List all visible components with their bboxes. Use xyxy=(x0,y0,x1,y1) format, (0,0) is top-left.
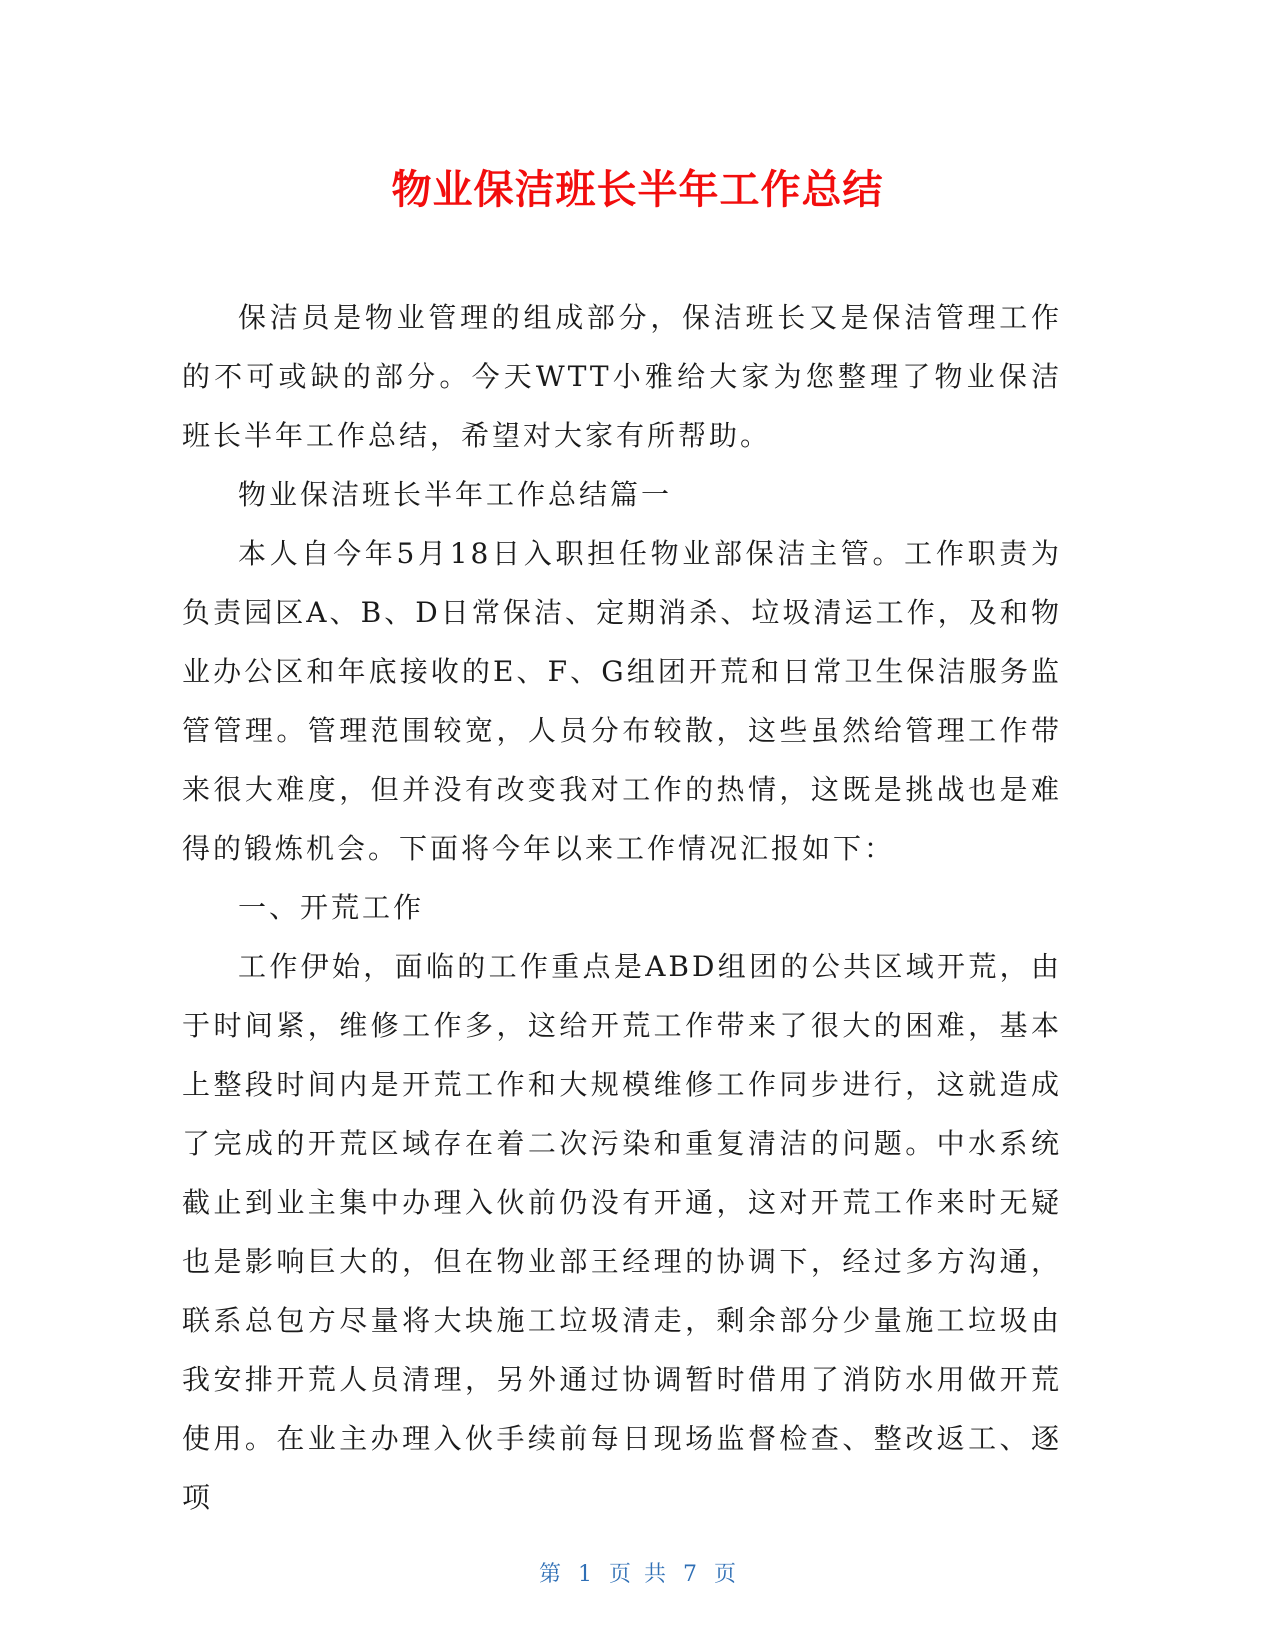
page-label-prefix: 第 xyxy=(538,1562,561,1587)
page-label-mid: 页 共 xyxy=(609,1562,666,1587)
section-heading-part-one: 物业保洁班长半年工作总结篇一 xyxy=(238,478,673,511)
total-pages-number: 7 xyxy=(683,1562,697,1587)
document-body xyxy=(182,288,1062,1527)
page-number-footer xyxy=(0,1560,1275,1590)
paragraph-duties: 本人自今年5月18日入职担任物业部保洁主管。工作职责为负责园区A、B、D日常保洁、定期消杀、垃圾清运工作，及和物业办公区和年底接收的E、F、G组团开荒和日常卫生保洁服务监管管理。管理范围较宽，人员分布较散，这些虽然给管理工作带来很大难度，但并没有改变我对工作的热情，这既是挑战也是难得的锻炼机会。下面将今年以来工作情况汇报如下： xyxy=(182,537,1062,865)
document-title: 物业保洁班长半年工作总结 xyxy=(391,167,884,213)
paragraph-intro: 保洁员是物业管理的组成部分，保洁班长又是保洁管理工作的不可或缺的部分。今天WTT小雅给大家为您整理了物业保洁班长半年工作总结，希望对大家有所帮助。 xyxy=(182,301,1062,452)
section-heading-opening-work: 一、开荒工作 xyxy=(238,891,425,924)
paragraph-opening-work: 工作伊始，面临的工作重点是ABD组团的公共区域开荒，由于时间紧，维修工作多，这给开荒工作带来了很大的困难，基本上整段时间内是开荒工作和大规模维修工作同步进行，这就造成了完成的开荒区域存在着二次污染和重复清洁的问题。中水系统截止到业主集中办理入伙前仍没有开通，这对开荒工作来时无疑也是影响巨大的，但在物业部王经理的协调下，经过多方沟通，联系总包方尽量将大块施工垃圾清走，剩余部分少量施工垃圾由我安排开荒人员清理，另外通过协调暂时借用了消防水用做开荒使用。在业主办理入伙手续前每日现场监督检查、整改返工、逐项 xyxy=(182,950,1062,1514)
current-page-number: 1 xyxy=(578,1562,592,1587)
page-label-suffix: 页 xyxy=(714,1562,737,1587)
